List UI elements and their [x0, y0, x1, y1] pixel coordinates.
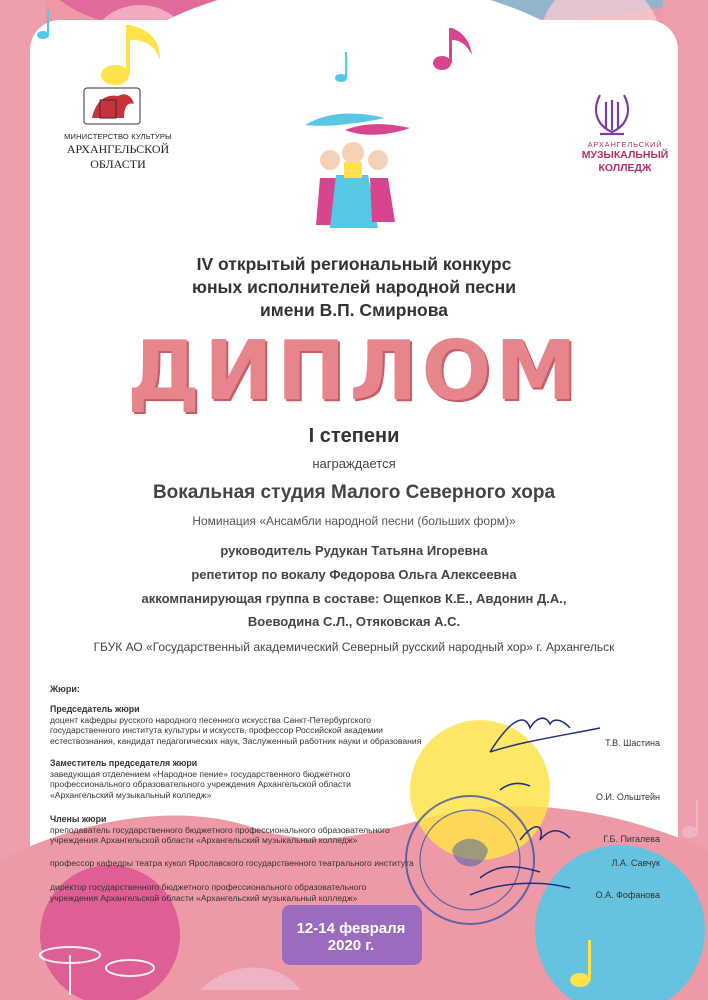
- member3-line-1: директор государственного бюджетного профессионального образовательного: [50, 882, 367, 892]
- college-line-3: КОЛЛЕДЖ: [598, 162, 652, 174]
- chair-line-2: государственного института культуры и искусств, профессор Российской академии: [50, 725, 383, 736]
- jury-label: [50, 684, 660, 695]
- contest-heading: [0, 253, 708, 322]
- ministry-logo: [58, 86, 178, 171]
- jury-member2-block: [50, 858, 660, 869]
- member1-line-1: преподаватель государственного бюджетного профессионального образовательного: [50, 824, 390, 835]
- deputy-line-1: заведующая отделением «Народное пение» государственного бюджетного: [50, 768, 351, 779]
- members-role: Члены жюри: [50, 814, 107, 824]
- member3-name: О.А. Фофанова: [595, 890, 660, 900]
- jury-members-block: [50, 814, 660, 846]
- heading-line-1: IV открытый региональный конкурс: [196, 254, 512, 274]
- chair-role: Председатель жюри: [50, 704, 140, 714]
- deputy-line-2: профессионального образовательного учреждения Архангельской области: [50, 779, 351, 790]
- leader-line: руководитель Рудукан Татьяна Игоревна: [220, 543, 488, 558]
- chair-line-3: естествознания, кандидат педагогических наук, Заслуженный работник науки и образования: [50, 735, 422, 746]
- member3-line-2: учреждения Архангельской области «Архангельский музыкальный колледж»: [50, 892, 358, 903]
- dates-line-1: 12-14 февраля: [296, 920, 406, 937]
- awardee-name: Вокальная студия Малого Северного хора: [152, 482, 556, 503]
- organization-line: ГБУК АО «Государственный академический Северный русский народный хор» г. Архангельск: [93, 640, 615, 654]
- event-dates: [292, 920, 410, 954]
- chair-line-1: доцент кафедры русского народного песенного искусства Санкт-Петербургского: [50, 714, 372, 725]
- region-line-2: ОБЛАСТИ: [90, 157, 146, 171]
- vocal-coach-line: репетитор по вокалу Федорова Ольга Алексеевна: [191, 567, 517, 582]
- deputy-name: О.И. Ольштейн: [595, 792, 660, 802]
- heading-line-2: юных исполнителей народной песни: [192, 277, 516, 297]
- nomination-text: Номинация «Ансамбли народной песни (больших форм)»: [192, 514, 516, 528]
- member2-line-1: профессор кафедры театра кукол Ярославского государственного театрального института: [50, 858, 414, 868]
- jury-deputy-block: [50, 758, 660, 800]
- accompaniment-line-2: Воеводина С.Л., Отяковская А.С.: [247, 614, 461, 629]
- diploma-title: ДИПЛОМ: [127, 324, 581, 419]
- member2-name: Л.А. Савчук: [611, 858, 660, 868]
- heading-line-3: имени В.П. Смирнова: [260, 300, 448, 320]
- college-line-1: АРХАНГЕЛЬСКИЙ: [587, 140, 663, 149]
- college-line-2: МУЗЫКАЛЬНЫЙ: [581, 149, 669, 161]
- ministry-label: МИНИСТЕРСТВО КУЛЬТУРЫ: [64, 132, 172, 141]
- degree-label: I степени: [308, 425, 400, 447]
- jury-chair-block: [50, 704, 660, 746]
- deputy-line-3: «Архангельский музыкальный колледж»: [50, 789, 212, 800]
- member1-name: Г.Б. Пигалева: [603, 834, 660, 844]
- accompaniment-line-1: аккомпанирующая группа в составе: Ощепков К.Е., Авдонин Д.А.,: [141, 591, 567, 606]
- chair-name: Т.В. Шастина: [605, 738, 660, 748]
- awarded-label: награждается: [312, 456, 396, 471]
- jury-member3-block: [50, 882, 660, 903]
- member1-line-2: учреждения Архангельской области «Архангельский музыкальный колледж»: [50, 835, 358, 846]
- region-line-1: АРХАНГЕЛЬСКОЙ: [66, 142, 170, 156]
- deputy-role: Заместитель председателя жюри: [50, 758, 198, 768]
- dates-line-2: 2020 г.: [327, 937, 375, 954]
- college-logo: [565, 86, 685, 175]
- jury-heading: Жюри:: [50, 684, 80, 694]
